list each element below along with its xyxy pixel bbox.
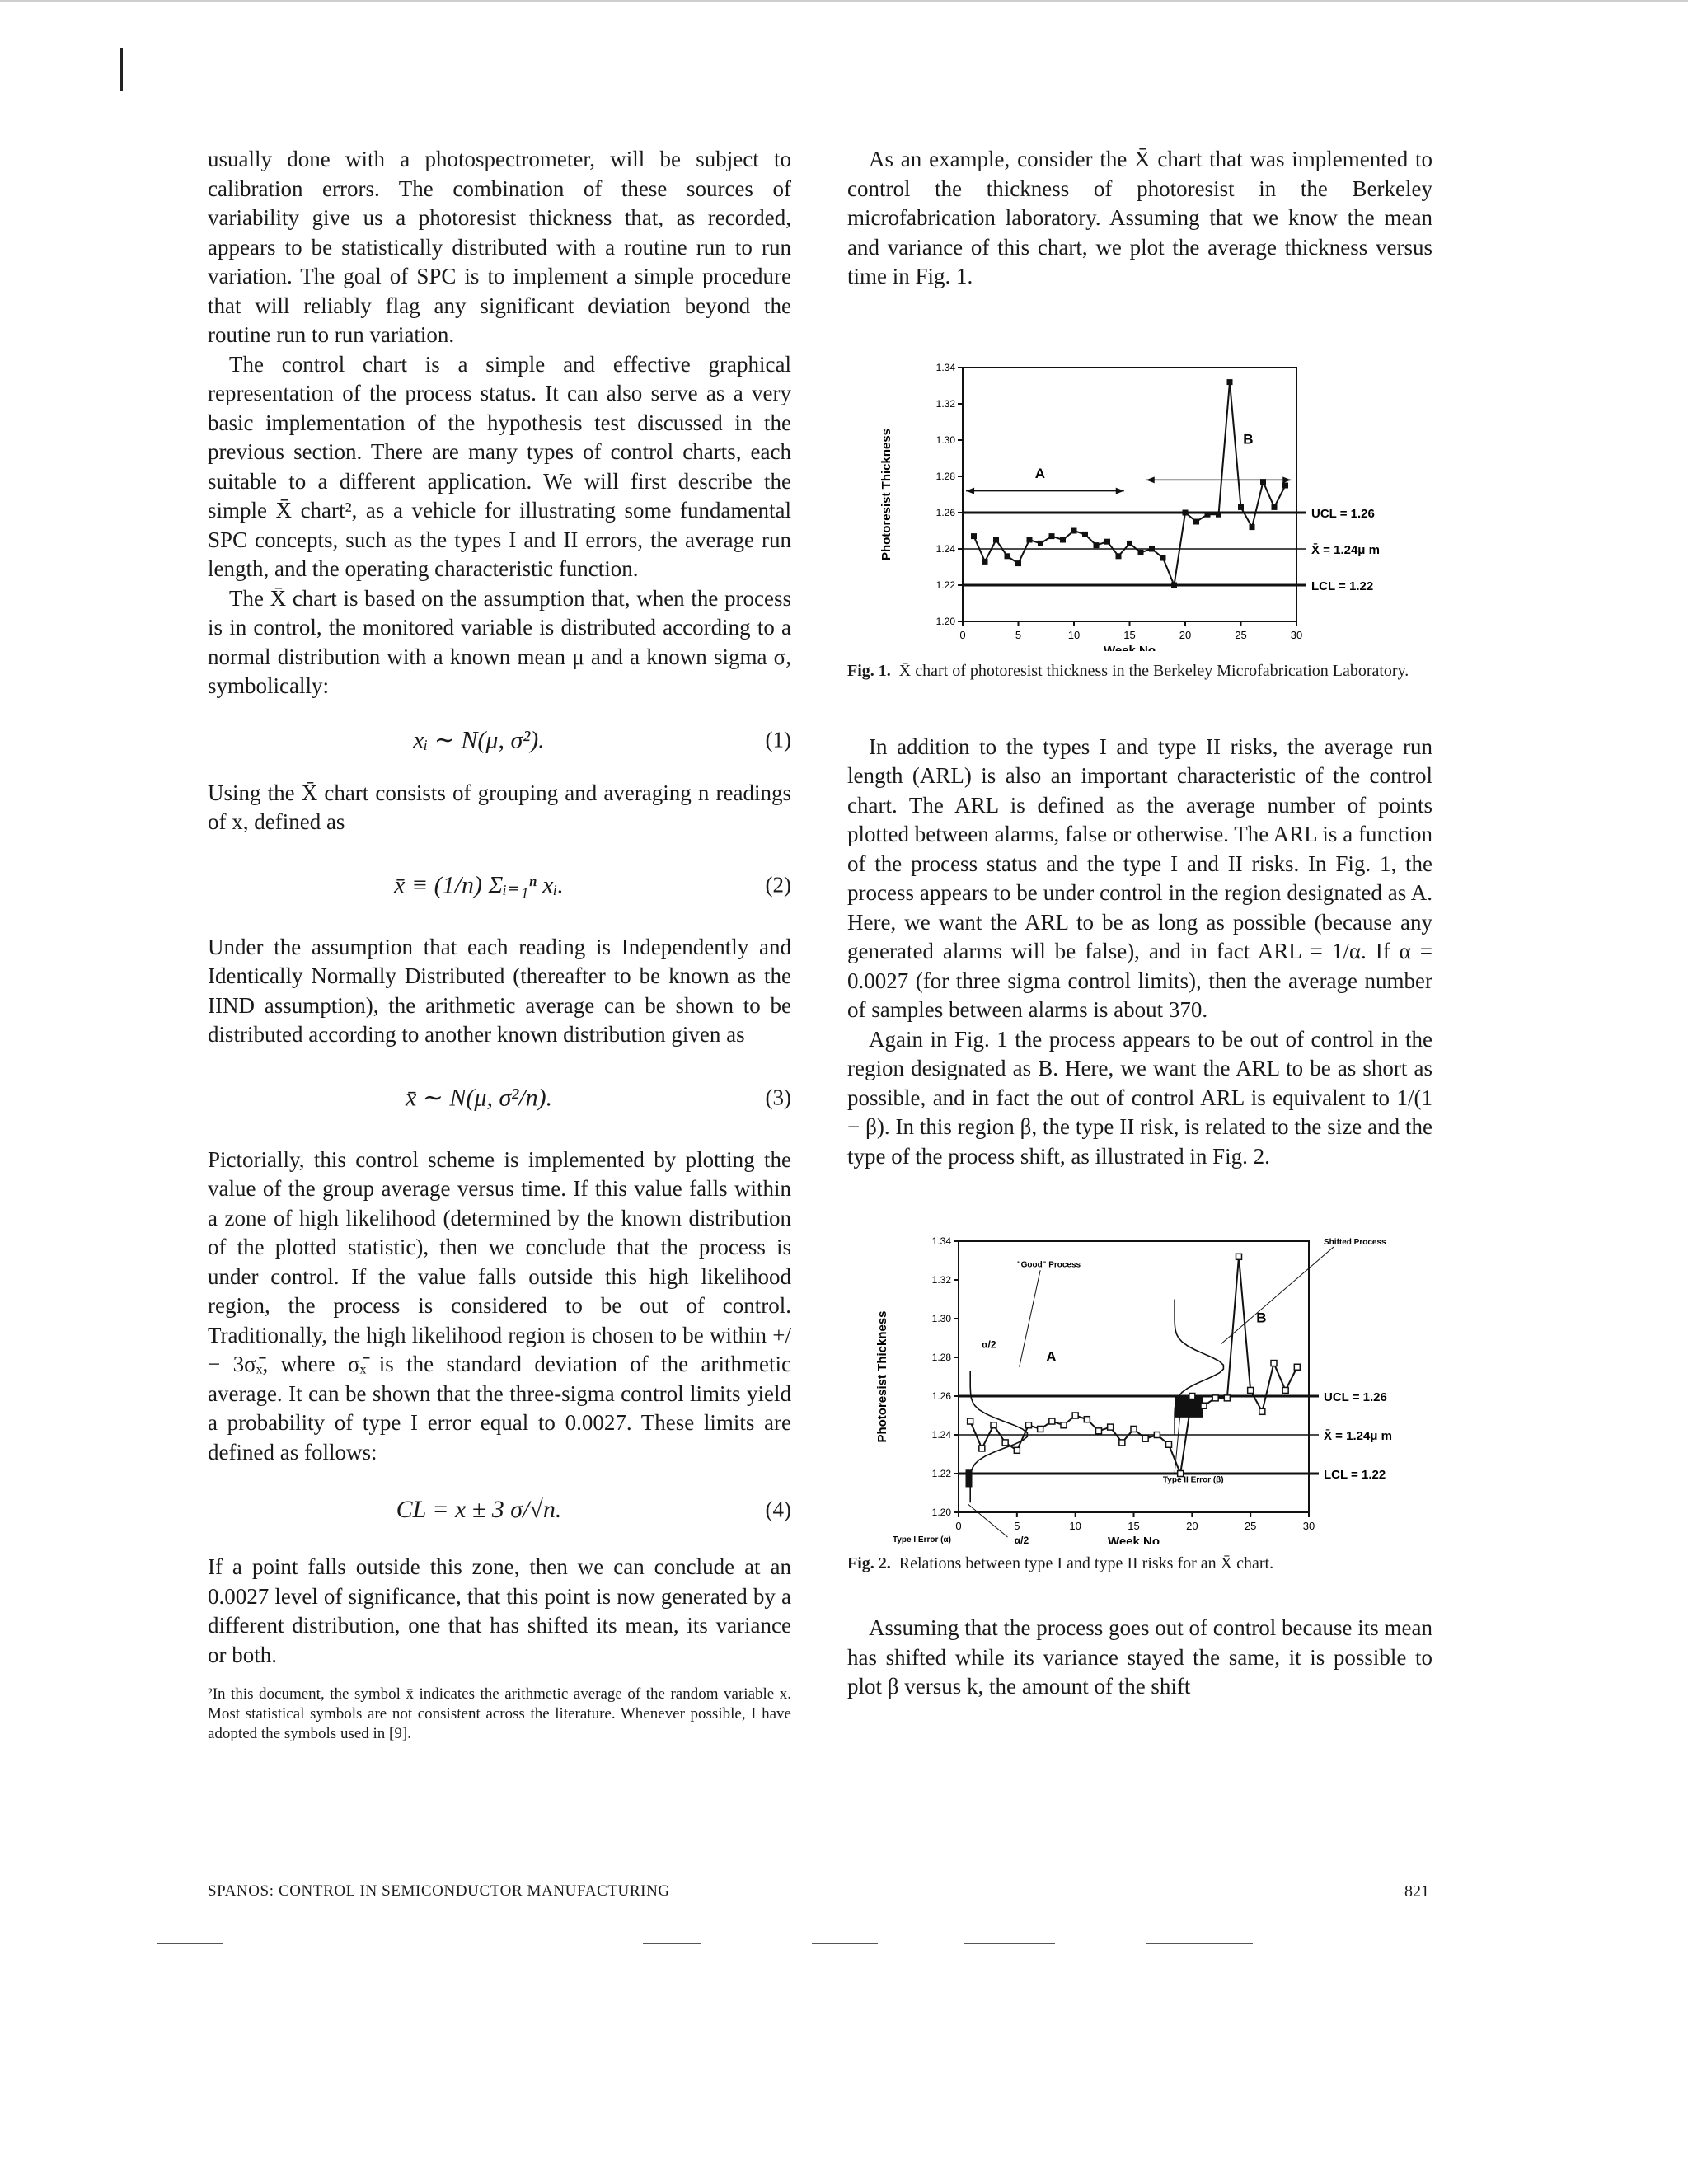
data-point (1049, 1418, 1055, 1424)
data-point (1002, 1440, 1008, 1446)
data-point (1038, 540, 1043, 546)
figure-1-caption-text: X̄ chart of photoresist thickness in the Berkeley Microfabrication Laboratory. (898, 661, 1409, 680)
region-b-arrowhead-left (1146, 476, 1155, 483)
scan-artifact (1146, 1943, 1253, 1944)
top-rule (0, 0, 1688, 2)
figure-2-caption-label: Fig. 2. (847, 1554, 891, 1572)
figure-2 (847, 1214, 1432, 1574)
data-point (1271, 1361, 1277, 1366)
y-tick-label: 1.26 (931, 1390, 951, 1402)
y-tick-label: 1.32 (935, 397, 955, 410)
left-paragraph-5: Under the assumption that each reading is Independently and Identically Normally Distributed (thereafter to be known as the IIND assumption), the arithmetic average can be shown to be distributed according to another known distribution given as (208, 934, 791, 1047)
data-point (1119, 1440, 1125, 1446)
region-a-label: A (1034, 465, 1046, 481)
type-i-error-region (966, 1469, 973, 1487)
region-a-label: A (1046, 1348, 1057, 1365)
x-tick-label: 5 (1014, 1520, 1020, 1532)
y-tick-label: 1.20 (935, 615, 955, 627)
data-point (1236, 1254, 1242, 1259)
x-tick-label: 0 (959, 628, 966, 641)
data-point (1259, 1408, 1265, 1414)
type-i-error-pointer (968, 1504, 1007, 1537)
data-point (968, 1418, 973, 1424)
running-head: SPANOS: CONTROL IN SEMICONDUCTOR MANUFACTURING (208, 1882, 670, 1900)
left-paragraph-1: usually done with a photospectrometer, will be subject to calibration errors. The combination of these sources of variability give us a photoresist thickness that, as recorded, appears to be statistically distributed with a routine run to run variation. The goal of SPC is to implement a simple procedure that will reliably flag any significant deviation beyond the routine run to run variation. (208, 147, 791, 347)
mean-label: X̄ = 1.24μ m (1311, 542, 1380, 557)
y-tick-label: 1.26 (935, 506, 955, 518)
region-a-arrowhead-left (966, 487, 974, 494)
figure-1-caption-label: Fig. 1. (847, 661, 891, 680)
x-tick-label: 10 (1067, 628, 1081, 641)
data-point (1108, 1424, 1114, 1430)
figure-2-caption (847, 1553, 1432, 1574)
left-paragraph-7: If a point falls outside this zone, then we can conclude at an 0.0027 level of significance, that this point is now generated by a different distribution, one that has shifted its mean, its variance or both. (208, 1554, 791, 1667)
equation-2-number: (2) (765, 872, 791, 897)
data-point (1282, 482, 1288, 488)
good-process-label: "Good" Process (1016, 1260, 1081, 1270)
data-point (1138, 549, 1144, 555)
scan-artifact (964, 1943, 1055, 1944)
y-tick-label: 1.30 (935, 434, 955, 446)
data-point (1038, 1426, 1043, 1432)
data-point (1166, 1441, 1172, 1447)
equation-1-body: xᵢ ∼ N(μ, σ²). (413, 726, 545, 753)
footnote: ²In this document, the symbol x̄ indicates the arithmetic average of the random variable x. Most statistical symbols are not consistent across the literature. Whenever possible, I have adopted the symbols used in [9]. (208, 1685, 791, 1742)
left-paragraph-6: Pictorially, this control scheme is implemented by plotting the value of the group average versus time. If this value falls within a zone of high likelihood (determined by the known distribution of the plotted statistic), then we conclude that the process is under control. If the value falls outside this high likelihood region, the process is considered to be out of control. Traditionally, the high likelihood region is chosen to be within +/ − 3σₓ̄, where σₓ̄ is the standard deviation of the arithmetic average. It can be shown that the three-sigma control limits yield a probability of type I error equal to 0.0027. These limits are defined as follows: (208, 1146, 791, 1465)
plot-frame (959, 1241, 1309, 1512)
alpha-half-label-top: α/2 (982, 1338, 996, 1351)
right-paragraph-1: As an example, consider the X̄ chart that was implemented to control the thickness of photoresist in the Berkeley microfabrication laboratory. Assuming that we know the mean and variance of this chart, we plot the average thickness versus time in Fig. 1. (847, 147, 1432, 288)
data-point (1127, 540, 1132, 546)
scan-artifact (157, 1943, 223, 1944)
lcl-label: LCL = 1.22 (1311, 579, 1374, 593)
data-point (1094, 542, 1100, 548)
scan-artifact (643, 1943, 701, 1944)
x-axis-title: Week No (1103, 643, 1156, 651)
x-tick-label: 30 (1290, 628, 1303, 641)
figure-1 (847, 346, 1432, 682)
data-point (971, 533, 977, 539)
data-point (1154, 1432, 1160, 1438)
y-tick-label: 1.28 (935, 470, 955, 482)
right-column (847, 145, 1432, 1702)
data-point (1248, 1387, 1254, 1393)
data-point (1015, 560, 1021, 566)
data-point (1201, 1403, 1207, 1408)
data-point (1205, 511, 1211, 517)
right-paragraph-4: Assuming that the process goes out of control because its mean has shifted while its variance stayed the same, it is possible to plot β versus k, the amount of the shift (847, 1615, 1432, 1699)
data-point (1084, 1417, 1090, 1422)
right-paragraph-3: Again in Fig. 1 the process appears to be out of control in the region designated as B. Here, we want the ARL to be as short as possible, and in fact the out of control ARL is equivalent to 1/(1 − β). In this region β, the type II risk, is related to the size and the type of the process shift, as illustrated in Fig. 2. (847, 1026, 1432, 1169)
good-process-pointer (1020, 1270, 1041, 1367)
left-column (208, 145, 791, 1744)
data-point (1026, 1422, 1032, 1428)
y-tick-label: 1.34 (935, 361, 955, 373)
x-tick-label: 25 (1244, 1520, 1257, 1532)
shifted-process-label: Shifted Process (1324, 1238, 1386, 1247)
region-a-arrowhead-right (1116, 487, 1124, 494)
data-point (1171, 582, 1177, 588)
region-b-arrowhead-right (1282, 476, 1291, 483)
y-axis-title: Photoresist Thickness (875, 1310, 889, 1443)
type-ii-error-label: Type II Error (β) (1162, 1475, 1224, 1485)
data-point (1282, 1387, 1288, 1393)
data-point (1061, 1422, 1067, 1428)
data-point (1072, 1413, 1078, 1418)
figure-1-caption (847, 660, 1432, 682)
data-point (1049, 533, 1055, 539)
data-point (1160, 555, 1166, 560)
left-paragraph-3: The X̄ chart is based on the assumption that, when the process is in control, the monitored variable is distributed according to a normal distribution with a known mean μ and a known sigma σ, symbolically: (208, 585, 791, 698)
x-tick-label: 20 (1186, 1520, 1198, 1532)
data-point (982, 558, 988, 564)
data-point (1250, 524, 1255, 530)
figure-1-chart (847, 346, 1432, 651)
data-point (993, 537, 999, 542)
data-point (991, 1422, 996, 1428)
lcl-label: LCL = 1.22 (1324, 1468, 1386, 1482)
data-point (1272, 504, 1278, 509)
data-point (1294, 1364, 1300, 1370)
scan-artifact (812, 1943, 878, 1944)
ucl-label: UCL = 1.26 (1311, 506, 1375, 521)
y-tick-label: 1.24 (931, 1429, 951, 1441)
equation-2 (208, 847, 791, 923)
data-point (1149, 546, 1155, 551)
equation-4 (208, 1477, 791, 1543)
left-paragraph-2: The control chart is a simple and effective graphical representation of the process status. It can also serve as a very basic implementation of the hypothesis test discussed in the previous section. There are many types of control charts, each suitable to a different application. We will first describe the simple X̄ chart², as a vehicle for illustrating some fundamental SPC concepts, such as the types I and II errors, the average run length, and the operating characteristic function. (208, 351, 791, 581)
data-point (1212, 1395, 1218, 1401)
region-b-label: B (1256, 1310, 1267, 1326)
x-axis-title: Week No (1107, 1535, 1160, 1544)
data-point (1096, 1428, 1102, 1434)
y-tick-label: 1.28 (931, 1352, 951, 1363)
equation-3-body: x̄ ∼ N(μ, σ²/n). (405, 1084, 553, 1111)
data-point (1104, 538, 1110, 544)
x-tick-label: 0 (955, 1520, 962, 1532)
x-tick-label: 15 (1128, 1520, 1140, 1532)
data-point (1193, 518, 1199, 524)
y-axis-title: Photoresist Thickness (879, 428, 893, 560)
margin-mark (120, 48, 123, 91)
x-tick-label: 30 (1302, 1520, 1315, 1532)
data-point (1224, 1395, 1230, 1401)
type-i-error-label: Type I Error (α) (893, 1535, 951, 1544)
mean-label: X̄ = 1.24μ m (1324, 1429, 1392, 1443)
x-tick-label: 20 (1179, 628, 1192, 641)
equation-2-body: x̄ ≡ (1/n) Σᵢ₌₁ⁿ xᵢ. (394, 871, 564, 898)
data-point (1014, 1447, 1020, 1453)
x-tick-label: 5 (1015, 628, 1022, 641)
x-tick-label: 10 (1069, 1520, 1081, 1532)
equation-4-body: CL = x ± 3 σ/√n. (396, 1496, 562, 1523)
page-number: 821 (1404, 1882, 1429, 1900)
equation-1-number: (1) (765, 727, 791, 752)
region-b-label: B (1243, 430, 1254, 447)
data-point (1183, 509, 1189, 515)
data-point (1060, 537, 1066, 542)
good-process-curve (970, 1371, 1027, 1502)
equation-1 (208, 711, 791, 769)
y-tick-label: 1.32 (931, 1274, 951, 1286)
y-tick-label: 1.24 (935, 542, 955, 555)
data-point (1071, 527, 1077, 533)
data-point (1142, 1436, 1148, 1441)
data-point (1238, 504, 1244, 509)
data-point (1116, 553, 1122, 559)
y-tick-label: 1.20 (931, 1507, 951, 1518)
plot-frame (963, 368, 1296, 621)
data-point (1082, 531, 1088, 537)
left-paragraph-4: Using the X̄ chart consists of grouping and averaging n readings of x, defined as (208, 780, 791, 834)
data-point (1189, 1394, 1195, 1399)
data-point (1227, 379, 1233, 385)
ucl-label: UCL = 1.26 (1324, 1390, 1387, 1404)
equation-4-number: (4) (765, 1497, 791, 1522)
x-tick-label: 25 (1235, 628, 1247, 641)
data-point (1005, 553, 1010, 559)
equation-3 (208, 1060, 791, 1136)
y-tick-label: 1.30 (931, 1313, 951, 1324)
data-point (1216, 511, 1221, 517)
data-line (974, 382, 1286, 584)
right-paragraph-2: In addition to the types I and type II risks, the average run length (ARL) is also an important characteristic of the control chart. The ARL is defined as the average number of points plotted between alarms, false or otherwise. The ARL is a function of the process status and the type I and II risks. In Fig. 1, the process appears to be under control in the region designated as A. Here, we want the ARL to be as long as possible (because any generated alarms will be false), and in fact ARL = 1/α. If α = 0.0027 (for three sigma control limits), then the average number of samples between alarms is about 370. (847, 733, 1432, 1022)
data-point (979, 1446, 985, 1451)
figure-2-caption-text: Relations between type I and type II risks for an X̄ chart. (898, 1554, 1274, 1572)
y-tick-label: 1.22 (935, 579, 955, 591)
y-tick-label: 1.34 (931, 1235, 951, 1247)
x-tick-label: 15 (1123, 628, 1136, 641)
figure-2-chart (847, 1214, 1432, 1544)
alpha-half-label-bottom: α/2 (1014, 1535, 1029, 1544)
data-point (1131, 1426, 1137, 1432)
data-point (1027, 537, 1033, 542)
y-tick-label: 1.22 (931, 1468, 951, 1479)
equation-3-number: (3) (765, 1085, 791, 1109)
